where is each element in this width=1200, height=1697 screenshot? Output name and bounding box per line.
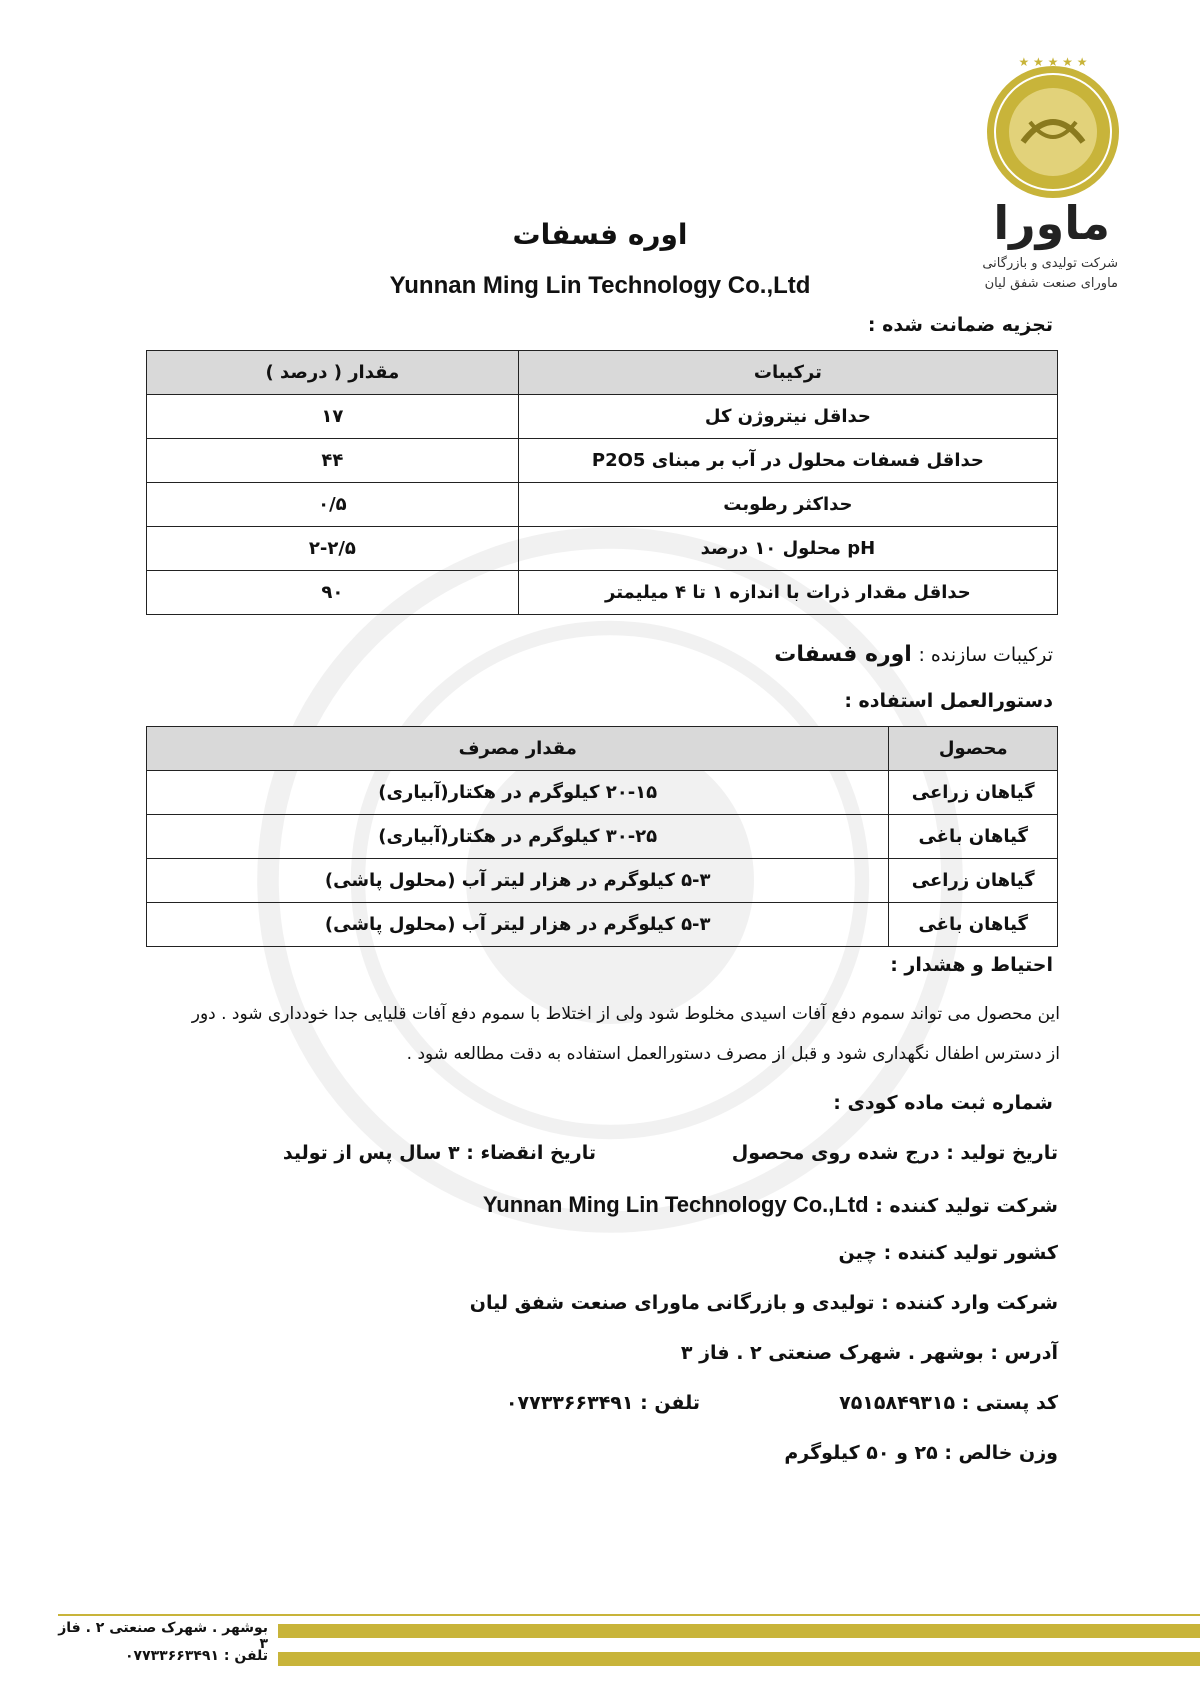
table-row bbox=[147, 571, 1058, 615]
table-row bbox=[147, 527, 1058, 571]
caution-text-line1: این محصول می تواند سموم دفع آفات اسیدی مخلوط شود ولی از اختلاط با سموم دفع آفات قلیایی جدا خودداری شود . دور bbox=[191, 1004, 1060, 1024]
usage-table bbox=[146, 726, 1058, 947]
logo-tagline-line2: ماورای صنعت شفق لیان bbox=[984, 276, 1118, 291]
table-row bbox=[147, 439, 1058, 483]
table-row bbox=[147, 815, 1058, 859]
table-cell: حداقل نیتروژن کل bbox=[518, 395, 1057, 439]
manufacturer-label: شرکت تولید کننده : bbox=[875, 1195, 1058, 1217]
table-cell: ۳۰-۲۵ کیلوگرم در هکتار(آبیاری) bbox=[147, 815, 889, 859]
footer-accent-bar bbox=[278, 1652, 1200, 1666]
document-subtitle: Yunnan Ming Lin Technology Co.,Ltd bbox=[389, 272, 811, 299]
svg-text:★ ★ ★ ★ ★: ★ ★ ★ ★ ★ bbox=[1018, 55, 1088, 69]
footer-accent-bar bbox=[278, 1624, 1200, 1638]
table-cell: ۱۷ bbox=[147, 395, 519, 439]
document-title: اوره فسفات bbox=[512, 218, 688, 251]
ingredients-line bbox=[774, 642, 1053, 667]
table-cell: ۵-۳ کیلوگرم در هزار لیتر آب (محلول پاشی) bbox=[147, 859, 889, 903]
address: آدرس : بوشهر . شهرک صنعتی ۲ . فاز ۳ bbox=[680, 1342, 1058, 1364]
importer: شرکت وارد کننده : تولیدی و بازرگانی ماورای صنعت شفق لیان bbox=[469, 1292, 1058, 1314]
column-header-usage-amount: مقدار مصرف bbox=[147, 727, 889, 771]
caution-label: احتیاط و هشدار : bbox=[890, 954, 1053, 976]
footer-phone: تلفن : ۰۷۷۳۳۶۶۳۴۹۱ bbox=[125, 1648, 268, 1664]
table-header-row bbox=[147, 351, 1058, 395]
logo-tagline-line1: شرکت تولیدی و بازرگانی bbox=[982, 256, 1118, 271]
table-cell: ۵-۳ کیلوگرم در هزار لیتر آب (محلول پاشی) bbox=[147, 903, 889, 947]
table-cell: گیاهان زراعی bbox=[889, 859, 1058, 903]
registration-number-label: شماره ثبت ماده کودی : bbox=[833, 1092, 1053, 1114]
table-cell: ۲-۲/۵ bbox=[147, 527, 519, 571]
table-cell: گیاهان زراعی bbox=[889, 771, 1058, 815]
ingredients-label: ترکیبات سازنده : bbox=[918, 644, 1053, 666]
company-logo-wordmark: ماورا bbox=[993, 196, 1110, 250]
table-cell: حداکثر رطوبت bbox=[518, 483, 1057, 527]
table-row bbox=[147, 903, 1058, 947]
table-cell: ۴۴ bbox=[147, 439, 519, 483]
footer-address: بوشهر . شهرک صنعتی ۲ . فاز ۳ bbox=[58, 1620, 268, 1652]
guaranteed-analysis-label: تجزیه ضمانت شده : bbox=[867, 314, 1053, 336]
manufacturer-line bbox=[483, 1192, 1058, 1218]
table-cell: ۹۰ bbox=[147, 571, 519, 615]
net-weight: وزن خالص : ۲۵ و ۵۰ کیلوگرم bbox=[784, 1442, 1058, 1464]
table-cell: ۲۰-۱۵ کیلوگرم در هکتار(آبیاری) bbox=[147, 771, 889, 815]
table-cell: pH محلول ۱۰ درصد bbox=[518, 527, 1057, 571]
footer-divider bbox=[58, 1614, 1200, 1616]
table-cell: گیاهان باغی bbox=[889, 815, 1058, 859]
table-row bbox=[147, 483, 1058, 527]
phone: تلفن : ۰۷۷۳۳۶۶۳۴۹۱ bbox=[505, 1392, 700, 1414]
production-date: تاریخ تولید : درج شده روی محصول bbox=[731, 1142, 1058, 1164]
caution-text-line2: از دسترس اطفال نگهداری شود و قبل از مصرف دستورالعمل استفاده به دقت مطالعه شود . bbox=[406, 1044, 1060, 1064]
table-cell: گیاهان باغی bbox=[889, 903, 1058, 947]
manufacturer-value: Yunnan Ming Lin Technology Co.,Ltd bbox=[482, 1192, 869, 1217]
table-row bbox=[147, 859, 1058, 903]
table-cell: حداقل مقدار ذرات با اندازه ۱ تا ۴ میلیمتر bbox=[518, 571, 1057, 615]
table-cell: ۰/۵ bbox=[147, 483, 519, 527]
table-header-row bbox=[147, 727, 1058, 771]
usage-label: دستورالعمل استفاده : bbox=[844, 690, 1053, 712]
country-of-origin: کشور تولید کننده : چین bbox=[838, 1242, 1058, 1264]
postal-code: کد پستی : ۷۵۱۵۸۴۹۳۱۵ bbox=[839, 1392, 1058, 1414]
table-row bbox=[147, 395, 1058, 439]
table-row bbox=[147, 771, 1058, 815]
column-header-amount: مقدار ( درصد ) bbox=[147, 351, 519, 395]
expiry-date: تاریخ انقضاء : ۳ سال پس از تولید bbox=[282, 1142, 596, 1164]
column-header-product: محصول bbox=[889, 727, 1058, 771]
column-header-composition: ترکیبات bbox=[518, 351, 1057, 395]
analysis-table bbox=[146, 350, 1058, 615]
table-cell: حداقل فسفات محلول در آب بر مبنای P2O5 bbox=[518, 439, 1057, 483]
ingredients-value: اوره فسفات bbox=[774, 642, 912, 667]
company-logo-seal bbox=[978, 52, 1128, 202]
